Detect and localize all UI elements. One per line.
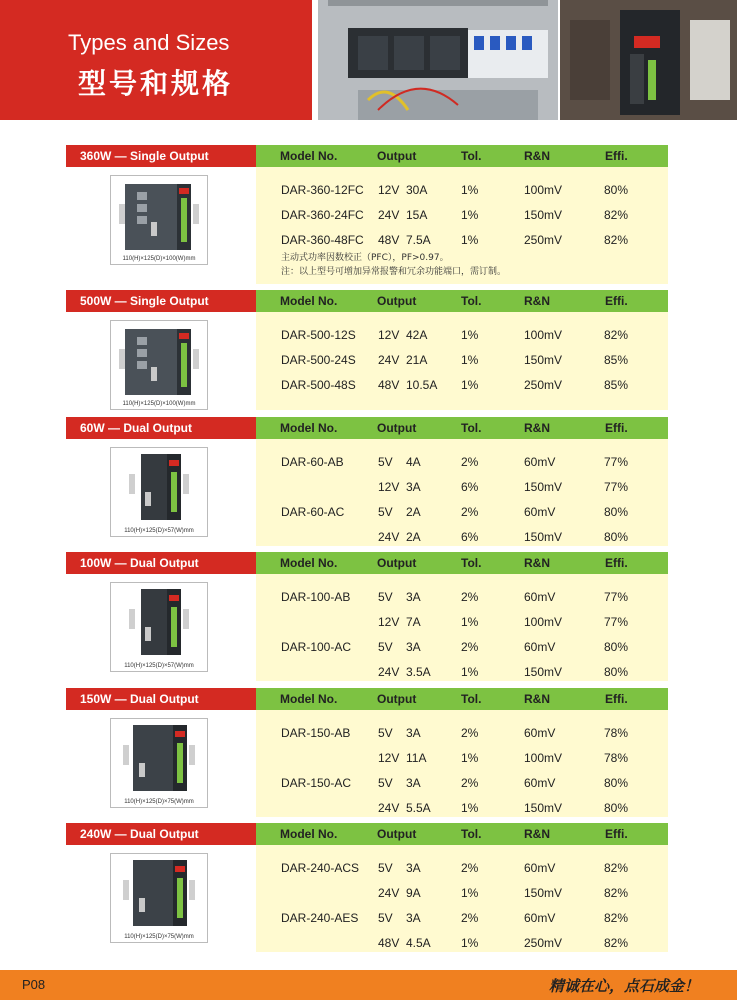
dimensions-label: 110(H)×125(D)×75(W)mm (124, 799, 194, 805)
col-rn: R&N (524, 827, 550, 841)
product-image-area (66, 439, 256, 546)
tolerance-cell: 1% (461, 353, 479, 367)
power-supply-module-image (110, 853, 208, 943)
tolerance-cell: 1% (461, 936, 479, 950)
section-header-bar (66, 823, 668, 845)
control-cabinet-photo (318, 0, 558, 120)
current-cell: 3A (406, 590, 421, 604)
product-image-area (66, 845, 256, 952)
column-header-row (256, 145, 668, 167)
section-title: 500W — Single Output (66, 290, 256, 312)
current-cell: 7.5A (406, 233, 431, 247)
dimensions-label: 110(H)×125(D)×100(W)mm (122, 256, 196, 262)
ripple-noise-cell: 100mV (524, 183, 563, 197)
efficiency-cell: 80% (604, 183, 629, 197)
model-cell: DAR-360-12FC (281, 183, 364, 197)
ripple-noise-cell: 150mV (524, 530, 563, 544)
model-cell: DAR-500-12S (281, 328, 356, 342)
model-cell: DAR-500-48S (281, 378, 356, 392)
tolerance-cell: 1% (461, 665, 479, 679)
power-supply-module-image (110, 175, 208, 265)
ripple-noise-cell: 60mV (524, 455, 556, 469)
current-cell: 15A (406, 208, 428, 222)
column-header-row (256, 823, 668, 845)
current-cell: 3A (406, 911, 421, 925)
ripple-noise-cell: 250mV (524, 936, 563, 950)
ripple-noise-cell: 150mV (524, 208, 563, 222)
current-cell: 10.5A (406, 378, 438, 392)
col-effi: Effi. (605, 556, 628, 570)
current-cell: 2A (406, 530, 421, 544)
voltage-cell: 5V (378, 590, 393, 604)
product-image-area (66, 167, 256, 284)
ripple-noise-cell: 60mV (524, 640, 556, 654)
section-title: 60W — Dual Output (66, 417, 256, 439)
model-cell: DAR-240-ACS (281, 861, 360, 875)
col-rn: R&N (524, 556, 550, 570)
current-cell: 42A (406, 328, 428, 342)
efficiency-cell: 82% (604, 328, 629, 342)
product-image-area (66, 312, 256, 410)
col-rn: R&N (524, 149, 550, 163)
col-tol: Tol. (461, 556, 482, 570)
ripple-noise-cell: 150mV (524, 886, 563, 900)
power-supply-module-image (110, 582, 208, 672)
col-output: Output (377, 421, 417, 435)
product-image-area (66, 574, 256, 681)
column-header-row (256, 417, 668, 439)
tolerance-cell: 6% (461, 530, 479, 544)
section-body (66, 845, 668, 952)
dimensions-label: 110(H)×125(D)×100(W)mm (122, 401, 196, 407)
current-cell: 2A (406, 505, 421, 519)
efficiency-cell: 80% (604, 776, 629, 790)
efficiency-cell: 82% (604, 233, 629, 247)
ripple-noise-cell: 150mV (524, 665, 563, 679)
tolerance-cell: 1% (461, 751, 479, 765)
current-cell: 11A (406, 751, 427, 765)
tolerance-cell: 6% (461, 480, 479, 494)
section-title: 240W — Dual Output (66, 823, 256, 845)
power-supply-module-image (110, 320, 208, 410)
col-tol: Tol. (461, 294, 482, 308)
col-effi: Effi. (605, 421, 628, 435)
efficiency-cell: 80% (604, 530, 629, 544)
model-cell: DAR-150-AB (281, 726, 351, 740)
product-image-area (66, 710, 256, 817)
model-cell: DAR-360-48FC (281, 233, 364, 247)
current-cell: 3A (406, 640, 421, 654)
title-chinese: 型号和规格 (78, 67, 234, 100)
col-model: Model No. (280, 692, 338, 706)
col-effi: Effi. (605, 692, 628, 706)
page-footer (0, 970, 737, 1000)
section-body (66, 710, 668, 817)
model-cell: DAR-500-24S (281, 353, 356, 367)
tolerance-cell: 1% (461, 615, 479, 629)
col-model: Model No. (280, 421, 338, 435)
voltage-cell: 5V (378, 505, 393, 519)
ripple-noise-cell: 60mV (524, 776, 556, 790)
tolerance-cell: 2% (461, 590, 479, 604)
tolerance-cell: 1% (461, 208, 479, 222)
col-effi: Effi. (605, 149, 628, 163)
column-header-row (256, 290, 668, 312)
col-output: Output (377, 149, 417, 163)
tolerance-cell: 2% (461, 455, 479, 469)
tolerance-cell: 1% (461, 801, 479, 815)
col-effi: Effi. (605, 294, 628, 308)
efficiency-cell: 80% (604, 801, 629, 815)
voltage-cell: 48V (378, 378, 400, 392)
current-cell: 4.5A (406, 936, 431, 950)
tolerance-cell: 2% (461, 776, 479, 790)
col-rn: R&N (524, 294, 550, 308)
col-tol: Tol. (461, 692, 482, 706)
company-slogan: 精诚在心，点石成金！ (548, 977, 699, 995)
ripple-noise-cell: 250mV (524, 378, 563, 392)
efficiency-cell: 78% (604, 751, 629, 765)
tolerance-cell: 2% (461, 861, 479, 875)
dimensions-label: 110(H)×125(D)×57(W)mm (124, 663, 194, 669)
ripple-noise-cell: 150mV (524, 801, 563, 815)
voltage-cell: 5V (378, 776, 393, 790)
voltage-cell: 24V (378, 353, 400, 367)
model-cell: DAR-240-AES (281, 911, 359, 925)
section-150w (66, 688, 668, 817)
column-header-row (256, 552, 668, 574)
col-effi: Effi. (605, 827, 628, 841)
voltage-cell: 5V (378, 640, 393, 654)
model-cell: DAR-60-AC (281, 505, 345, 519)
ripple-noise-cell: 60mV (524, 861, 556, 875)
efficiency-cell: 82% (604, 886, 629, 900)
current-cell: 3A (406, 776, 421, 790)
section-header-bar (66, 688, 668, 710)
section-100w (66, 552, 668, 681)
installed-power-supply-photo (560, 0, 737, 120)
col-rn: R&N (524, 692, 550, 706)
section-header-bar (66, 145, 668, 167)
model-cell: DAR-60-AB (281, 455, 344, 469)
title-english: Types and Sizes (68, 30, 230, 55)
col-output: Output (377, 294, 417, 308)
section-title: 100W — Dual Output (66, 552, 256, 574)
dimensions-label: 110(H)×125(D)×75(W)mm (124, 934, 194, 940)
efficiency-cell: 77% (604, 455, 629, 469)
efficiency-cell: 77% (604, 480, 629, 494)
section-body (66, 312, 668, 410)
ripple-noise-cell: 250mV (524, 233, 563, 247)
col-model: Model No. (280, 149, 338, 163)
tolerance-cell: 1% (461, 328, 479, 342)
section-header-bar (66, 290, 668, 312)
section-240w (66, 823, 668, 952)
ripple-noise-cell: 60mV (524, 590, 556, 604)
ripple-noise-cell: 150mV (524, 353, 563, 367)
power-supply-module-image (110, 447, 208, 537)
model-cell: DAR-150-AC (281, 776, 352, 790)
voltage-cell: 48V (378, 233, 400, 247)
voltage-cell: 24V (378, 801, 400, 815)
ripple-noise-cell: 100mV (524, 751, 563, 765)
section-header-bar (66, 417, 668, 439)
tolerance-cell: 1% (461, 183, 479, 197)
voltage-cell: 12V (378, 183, 400, 197)
section-body (66, 167, 668, 284)
ripple-noise-cell: 60mV (524, 726, 556, 740)
efficiency-cell: 80% (604, 665, 629, 679)
model-cell: DAR-100-AC (281, 640, 352, 654)
efficiency-cell: 80% (604, 505, 629, 519)
model-cell: DAR-100-AB (281, 590, 351, 604)
section-body (66, 439, 668, 546)
tolerance-cell: 2% (461, 911, 479, 925)
voltage-cell: 24V (378, 530, 400, 544)
voltage-cell: 5V (378, 911, 393, 925)
ripple-noise-cell: 100mV (524, 615, 563, 629)
current-cell: 7A (406, 615, 421, 629)
col-tol: Tol. (461, 149, 482, 163)
col-tol: Tol. (461, 827, 482, 841)
voltage-cell: 48V (378, 936, 400, 950)
col-tol: Tol. (461, 421, 482, 435)
page-number: P08 (22, 977, 46, 992)
efficiency-cell: 82% (604, 208, 629, 222)
col-model: Model No. (280, 294, 338, 308)
model-cell: DAR-360-24FC (281, 208, 364, 222)
section-body (66, 574, 668, 681)
col-model: Model No. (280, 827, 338, 841)
voltage-cell: 12V (378, 751, 400, 765)
ripple-noise-cell: 60mV (524, 505, 556, 519)
efficiency-cell: 85% (604, 353, 629, 367)
voltage-cell: 24V (378, 886, 400, 900)
efficiency-cell: 85% (604, 378, 629, 392)
col-rn: R&N (524, 421, 550, 435)
tolerance-cell: 1% (461, 378, 479, 392)
col-output: Output (377, 556, 417, 570)
voltage-cell: 5V (378, 726, 393, 740)
efficiency-cell: 80% (604, 640, 629, 654)
current-cell: 21A (406, 353, 428, 367)
power-supply-module-image (110, 718, 208, 808)
column-header-row (256, 688, 668, 710)
efficiency-cell: 82% (604, 861, 629, 875)
efficiency-cell: 78% (604, 726, 629, 740)
current-cell: 4A (406, 455, 421, 469)
section-360w (66, 145, 668, 284)
tolerance-cell: 2% (461, 640, 479, 654)
current-cell: 3A (406, 480, 421, 494)
section-title: 360W — Single Output (66, 145, 256, 167)
col-output: Output (377, 827, 417, 841)
page-header (0, 0, 737, 120)
customization-note: 注：以上型号可增加异常报警和冗余功能端口，需订制。 (281, 267, 507, 277)
col-model: Model No. (280, 556, 338, 570)
voltage-cell: 5V (378, 861, 393, 875)
efficiency-cell: 77% (604, 590, 629, 604)
current-cell: 5.5A (406, 801, 431, 815)
tolerance-cell: 1% (461, 886, 479, 900)
section-header-bar (66, 552, 668, 574)
tolerance-cell: 2% (461, 505, 479, 519)
voltage-cell: 12V (378, 328, 400, 342)
efficiency-cell: 82% (604, 911, 629, 925)
section-500w (66, 290, 668, 410)
current-cell: 30A (406, 183, 428, 197)
header-title-block (0, 0, 312, 120)
current-cell: 3A (406, 726, 421, 740)
dimensions-label: 110(H)×125(D)×57(W)mm (124, 528, 194, 534)
col-output: Output (377, 692, 417, 706)
voltage-cell: 5V (378, 455, 393, 469)
ripple-noise-cell: 150mV (524, 480, 563, 494)
voltage-cell: 24V (378, 665, 400, 679)
efficiency-cell: 77% (604, 615, 629, 629)
tolerance-cell: 2% (461, 726, 479, 740)
current-cell: 3A (406, 861, 421, 875)
voltage-cell: 12V (378, 615, 400, 629)
pfc-note: 主动式功率因数校正（PFC），PF>0.97。 (281, 253, 449, 263)
voltage-cell: 12V (378, 480, 400, 494)
ripple-noise-cell: 60mV (524, 911, 556, 925)
section-60w (66, 417, 668, 546)
efficiency-cell: 82% (604, 936, 629, 950)
voltage-cell: 24V (378, 208, 400, 222)
ripple-noise-cell: 100mV (524, 328, 563, 342)
current-cell: 9A (406, 886, 421, 900)
current-cell: 3.5A (406, 665, 431, 679)
tolerance-cell: 1% (461, 233, 479, 247)
section-title: 150W — Dual Output (66, 688, 256, 710)
